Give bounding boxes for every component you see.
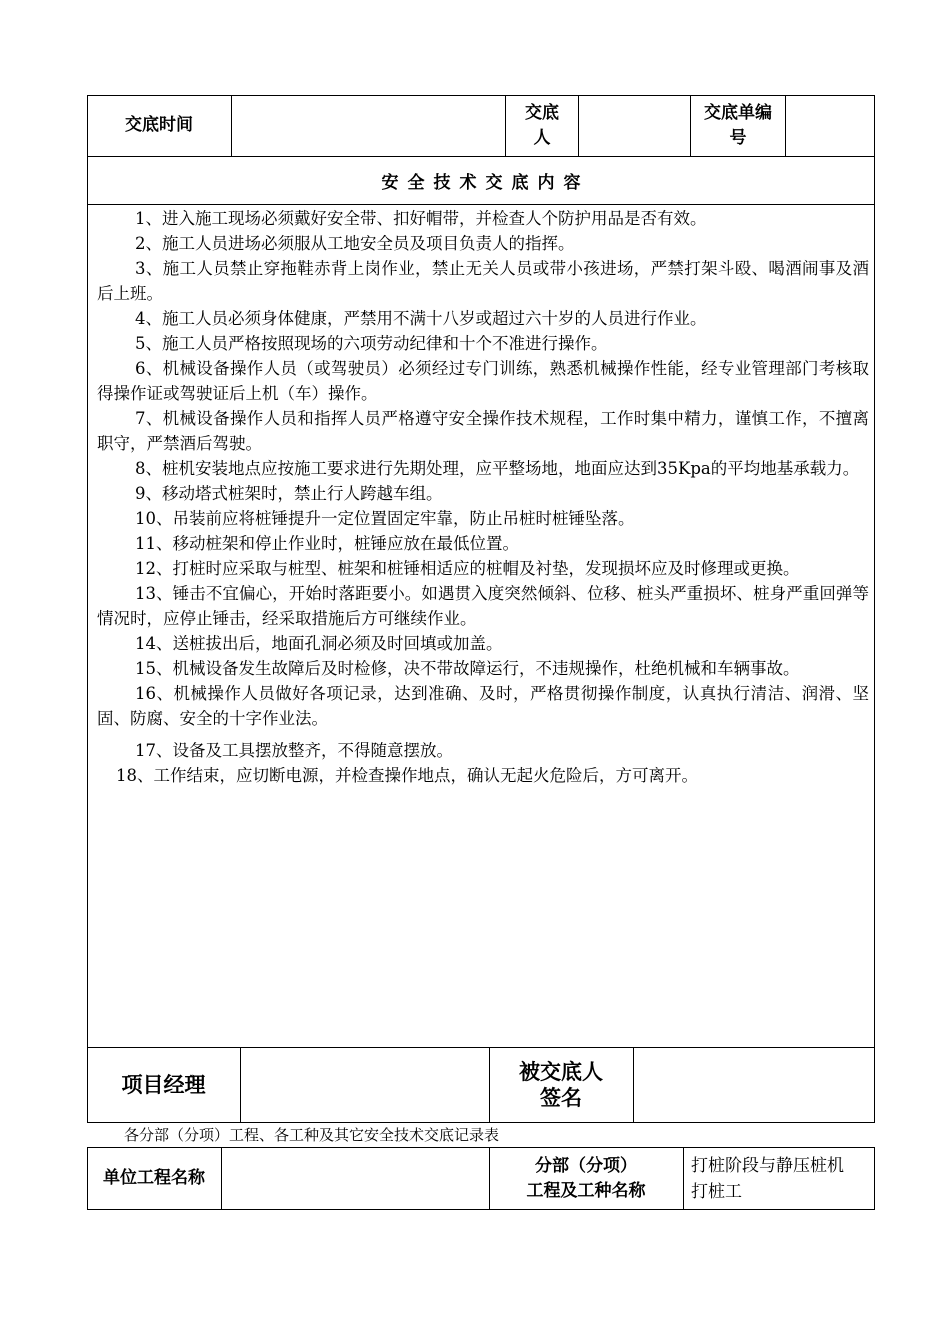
list-item: 5、施工人员严格按照现场的六项劳动纪律和十个不准进行操作。 bbox=[135, 334, 608, 353]
col-divider bbox=[690, 95, 691, 156]
list-item: 18、工作结束，应切断电源，并检查操作地点，确认无起火危险后，方可离开。 bbox=[116, 766, 698, 785]
col-divider bbox=[489, 1047, 490, 1123]
section-title: 安全技术交底内容 bbox=[381, 173, 590, 193]
briefing-time-value[interactable] bbox=[232, 96, 504, 155]
list-item: 10、吊装前应将桩锤提升一定位置固定牢靠，防止吊桩时桩锤坠落。 bbox=[135, 509, 635, 528]
section-work-label-line2: 工程及工种名称 bbox=[526, 1180, 646, 1201]
section-work-label-line1: 分部（分项） bbox=[535, 1155, 637, 1176]
list-item: 9、移动塔式桩架时，禁止行人跨越车组。 bbox=[135, 484, 443, 503]
section-work-value-line1: 打桩阶段与静压桩机 bbox=[691, 1155, 844, 1176]
list-item: 16、机械操作人员做好各项记录，达到准确、及时，严格贯彻操作制度，认真执行清洁、润滑、坚固、防腐、安全的十字作业法。 bbox=[97, 684, 869, 728]
unit-project-name-value[interactable] bbox=[222, 1148, 488, 1209]
project-manager-signature[interactable] bbox=[241, 1048, 488, 1122]
briefer-label: 交底人 bbox=[525, 102, 559, 148]
row-divider bbox=[87, 204, 875, 205]
list-item: 4、施工人员必须身体健康，严禁用不满十八岁或超过六十岁的人员进行作业。 bbox=[135, 309, 707, 328]
list-item: 6、机械设备操作人员（或驾驶员）必须经过专门训练，熟悉机械操作性能，经专业管理部门考核取得操作证或驾驶证后上机（车）操作。 bbox=[97, 359, 869, 403]
form-caption: 各分部（分项）工程、各工种及其它安全技术交底记录表 bbox=[124, 1126, 500, 1144]
signee-label: 被交底人签名 bbox=[519, 1060, 603, 1110]
list-item: 11、移动桩架和停止作业时，桩锤应放在最低位置。 bbox=[135, 534, 519, 553]
briefing-number-label: 交底单编号 bbox=[704, 102, 772, 148]
section-work-value bbox=[684, 1148, 874, 1209]
safety-content bbox=[97, 206, 869, 788]
list-item: 17、设备及工具摆放整齐，不得随意摆放。 bbox=[135, 741, 453, 760]
list-item: 7、机械设备操作人员和指挥人员严格遵守安全操作技术规程，工作时集中精力，谨慎工作，不擅离职守，严禁酒后驾驶。 bbox=[97, 409, 869, 453]
list-item: 8、桩机安装地点应按施工要求进行先期处理，应平整场地，地面应达到35Kpa的平均地基承载力。 bbox=[135, 459, 860, 478]
list-item: 15、机械设备发生故障后及时检修，决不带故障运行，不违规操作，杜绝机械和车辆事故。 bbox=[135, 659, 800, 678]
col-divider bbox=[505, 95, 506, 156]
signee-signature[interactable] bbox=[634, 1048, 874, 1122]
project-manager-label: 项目经理 bbox=[121, 1073, 206, 1097]
list-item: 3、施工人员禁止穿拖鞋赤背上岗作业，禁止无关人员或带小孩进场，严禁打架斗殴、喝酒闹事及酒后上班。 bbox=[97, 259, 869, 303]
briefer-value[interactable] bbox=[579, 96, 689, 155]
briefing-time-label: 交底时间 bbox=[125, 115, 193, 135]
section-work-label bbox=[489, 1147, 683, 1210]
briefing-number-value[interactable] bbox=[786, 96, 874, 155]
list-item: 14、送桩拔出后，地面孔洞必须及时回填或加盖。 bbox=[135, 634, 503, 653]
unit-project-name-label: 单位工程名称 bbox=[103, 1168, 205, 1188]
section-work-value-line2: 打桩工 bbox=[691, 1181, 742, 1202]
list-item: 2、施工人员进场必须服从工地安全员及项目负责人的指挥。 bbox=[135, 234, 575, 253]
list-item: 1、进入施工现场必须戴好安全带、扣好帽带，并检查人个防护用品是否有效。 bbox=[135, 209, 707, 228]
list-item: 13、锤击不宜偏心，开始时落距要小。如遇贯入度突然倾斜、位移、桩头严重损坏、桩身严重回弹等情况时，应停止锤击，经采取措施后方可继续作业。 bbox=[97, 584, 869, 628]
list-item: 12、打桩时应采取与桩型、桩架和桩锤相适应的桩帽及衬垫，发现损坏应及时修理或更换。 bbox=[135, 559, 800, 578]
